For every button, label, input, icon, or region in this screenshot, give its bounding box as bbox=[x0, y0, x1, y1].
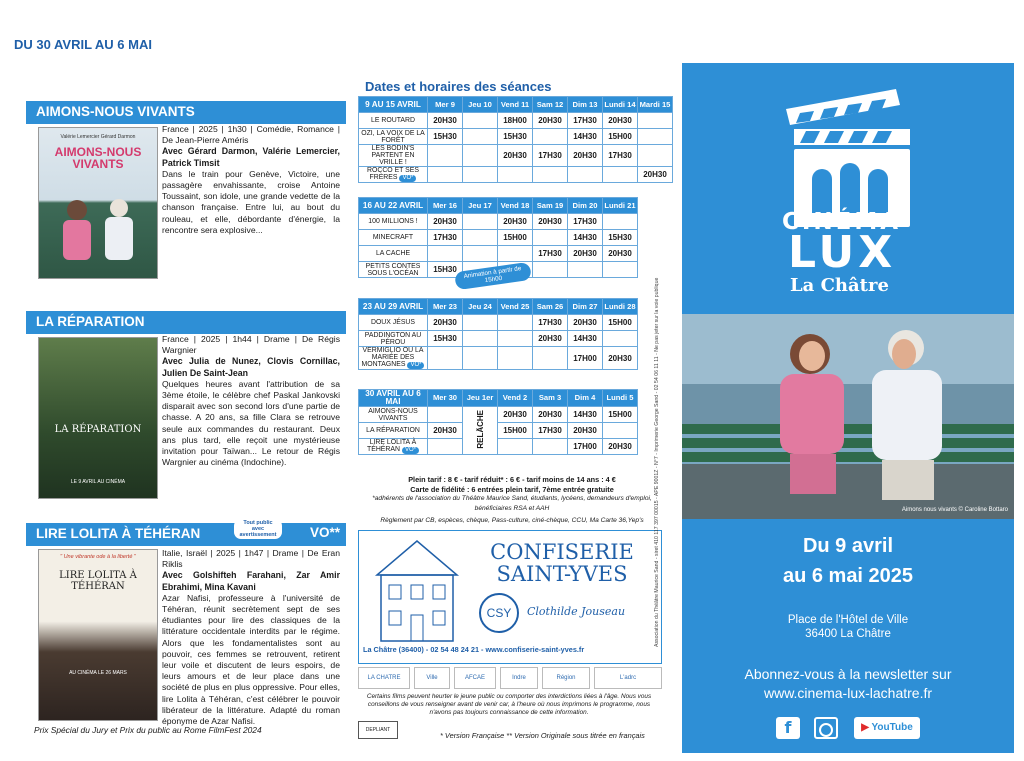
showtime-cell: 14H30 bbox=[568, 331, 603, 347]
day-header: Vend 18 bbox=[498, 198, 533, 214]
payment-line: Règlement par CB, espèces, chèque, Pass-culture, ciné-chèque, CCU, Ma Carte 36,Yep's bbox=[380, 517, 644, 524]
poster-quote: " Une vibrante ode à la liberté " bbox=[60, 554, 136, 560]
showtime-cell bbox=[533, 262, 568, 278]
showtime-cell: 17H30 bbox=[533, 315, 568, 331]
film-still-photo bbox=[682, 314, 1014, 519]
ad-name-line1: CONFISERIE bbox=[490, 540, 634, 564]
showtime-cell bbox=[463, 246, 498, 262]
showtime-cell bbox=[428, 407, 463, 423]
showtime-cell: 20H30 bbox=[533, 214, 568, 230]
film-name: LES BODIN'S PARTENT EN VRILLE ! bbox=[371, 145, 415, 166]
website-link[interactable]: www.cinema-lux-lachatre.fr bbox=[763, 685, 933, 701]
showtime-cell: 20H30 bbox=[603, 113, 638, 129]
version-label: VO** bbox=[309, 525, 340, 540]
film-still-illustration bbox=[682, 314, 1014, 519]
showtime-cell bbox=[638, 145, 673, 167]
poster-names: Valérie Lemercier Gérard Darmon bbox=[60, 134, 136, 140]
film-title: LIRE LOLITA À TÉHÉRAN bbox=[36, 526, 201, 541]
poster-date: AU CINÉMA LE 26 MARS bbox=[69, 670, 127, 676]
newsletter-promo bbox=[682, 665, 1014, 703]
animation-badge: Animation à partir de 15h00 bbox=[454, 262, 532, 290]
film-title: AIMONS-NOUS VIVANTS bbox=[36, 104, 195, 119]
showtime-cell bbox=[463, 331, 498, 347]
logo-region: Région bbox=[542, 667, 590, 689]
schedule-row bbox=[359, 246, 638, 262]
showtime-cell: 15H00 bbox=[498, 230, 533, 246]
film-name-cell bbox=[359, 214, 428, 230]
showtime-cell: 20H30 bbox=[533, 331, 568, 347]
film-title-bar bbox=[26, 311, 346, 334]
film-name: AIMONS-NOUS VIVANTS bbox=[368, 407, 418, 422]
week-label: 9 AU 15 AVRIL bbox=[359, 97, 428, 113]
day-header: Mer 16 bbox=[428, 198, 463, 214]
schedule-row bbox=[359, 439, 638, 455]
showtime-cell bbox=[603, 214, 638, 230]
showtime-cell bbox=[428, 145, 463, 167]
showtime-cell bbox=[428, 347, 463, 370]
day-header: Vend 11 bbox=[498, 97, 533, 113]
showtime-cell: 20H30 bbox=[533, 407, 568, 423]
showtime-cell: 14H30 bbox=[568, 407, 603, 423]
film-name: VERMIGLIO OU LA MARIÉE DES MONTAGNES bbox=[361, 347, 424, 368]
day-header: Mer 30 bbox=[428, 390, 463, 407]
film-name-cell bbox=[359, 246, 428, 262]
schedule-row bbox=[359, 230, 638, 246]
showtime-cell bbox=[498, 315, 533, 331]
film-award: Prix Spécial du Jury et Prix du public au Rome FilmFest 2024 bbox=[34, 725, 262, 735]
showtime-cell bbox=[463, 214, 498, 230]
showtime-cell bbox=[428, 439, 463, 455]
loyalty-line: Carte de fidélité : 6 entrées plein tarif, 7ème entrée gratuite bbox=[410, 484, 614, 494]
dates-line1: Du 9 avril bbox=[802, 535, 894, 557]
ad-name-line2: SAINT-YVES bbox=[496, 562, 628, 586]
schedule-row bbox=[359, 331, 638, 347]
film-title-bar bbox=[26, 520, 346, 546]
film-name-cell bbox=[359, 113, 428, 129]
showtime-cell: 20H30 bbox=[603, 439, 638, 455]
showtime-cell: 20H30 bbox=[603, 347, 638, 370]
film-name: LA RÉPARATION bbox=[366, 427, 420, 434]
day-header: Jeu 10 bbox=[463, 97, 498, 113]
period-heading: DU 30 AVRIL AU 6 MAI bbox=[14, 37, 152, 52]
film-name: ROCCO ET SES FRÈRES bbox=[367, 167, 419, 181]
cinema-panel bbox=[682, 63, 1014, 753]
day-header: Lundi 5 bbox=[603, 390, 638, 407]
age-notice: Certains films peuvent heurter le jeune public ou comporter des interdictions liées à l'âge. Nous vous conseillons de vous renseigner avant de venir car, à l'heure où nous imprimons le programme, nous n'avons pas toujours connaissance de cette information. bbox=[366, 693, 652, 716]
house-illustration bbox=[367, 535, 465, 647]
week-label: 16 AU 22 AVRIL bbox=[359, 198, 428, 214]
film-name: PETITS CONTES SOUS L'OCÉAN bbox=[365, 262, 421, 277]
youtube-label: YouTube bbox=[871, 722, 913, 733]
showtime-cell: 17H30 bbox=[568, 113, 603, 129]
showtime-cell: 17H30 bbox=[568, 214, 603, 230]
showtime-cell bbox=[428, 167, 463, 183]
schedule-row bbox=[359, 145, 673, 167]
showtime-cell: 17H30 bbox=[533, 145, 568, 167]
showtime-cell bbox=[638, 113, 673, 129]
price-line: Plein tarif : 8 € - tarif réduit* : 6 € - tarif moins de 14 ans : 4 € bbox=[408, 475, 616, 484]
film-name: LIRE LOLITA À TÉHÉRAN bbox=[367, 439, 417, 453]
poster-title: AIMONS-NOUS VIVANTS bbox=[54, 145, 142, 171]
film-name-cell bbox=[359, 262, 428, 278]
youtube-icon[interactable]: ▶ YouTube bbox=[854, 717, 920, 739]
closed-label: RELÂCHE bbox=[475, 410, 485, 449]
cinema-label: CINÉMA bbox=[782, 209, 902, 235]
showtime-cell bbox=[603, 423, 638, 439]
film-meta: France | 2025 | 1h30 | Comédie, Romance | De Jean-Pierre Améris bbox=[162, 124, 340, 146]
partner-logos bbox=[358, 667, 660, 689]
showtime-cell: 20H30 bbox=[568, 315, 603, 331]
day-header: Lundi 28 bbox=[603, 299, 638, 315]
showtime-cell bbox=[498, 246, 533, 262]
film-name-cell bbox=[359, 315, 428, 331]
poster-date: LE 9 AVRIL AU CINÉMA bbox=[70, 479, 126, 485]
showtime-cell bbox=[533, 230, 568, 246]
film-name: LA CACHE bbox=[375, 250, 411, 257]
vo-badge: VO* bbox=[402, 447, 419, 454]
csy-monogram: CSY bbox=[479, 593, 519, 633]
showtime-cell: 17H30 bbox=[533, 246, 568, 262]
showtime-cell: 20H30 bbox=[568, 145, 603, 167]
recycle-icon: DEPLIANT bbox=[358, 721, 398, 739]
film-name-cell bbox=[359, 230, 428, 246]
schedule-table-week-4 bbox=[358, 389, 638, 455]
showtime-cell: 20H30 bbox=[638, 167, 673, 183]
day-header: Sam 26 bbox=[533, 299, 568, 315]
address-line2: 36400 La Châtre bbox=[805, 628, 891, 640]
film-title: LA RÉPARATION bbox=[36, 314, 145, 329]
showtime-cell bbox=[463, 145, 498, 167]
schedule-row bbox=[359, 129, 673, 145]
day-header: Vend 2 bbox=[498, 390, 533, 407]
showtime-cell: 15H00 bbox=[603, 407, 638, 423]
week-label: 30 AVRIL AU 6 MAI bbox=[359, 390, 428, 407]
reduced-note: *adhérents de l'association du Théâtre Maurice Sand, étudiants, lycéens, demandeurs d'emploi, bénéficiaires RSA et AAH bbox=[372, 495, 652, 512]
showtime-cell bbox=[463, 113, 498, 129]
showtime-cell: 14H30 bbox=[568, 230, 603, 246]
film-name-cell bbox=[359, 331, 428, 347]
facebook-icon[interactable]: f bbox=[776, 717, 800, 739]
film-description bbox=[162, 334, 340, 468]
dates-line2: au 6 mai 2025 bbox=[782, 565, 914, 587]
film-name: MINECRAFT bbox=[372, 234, 414, 241]
showtime-cell bbox=[568, 262, 603, 278]
schedule-row bbox=[359, 315, 638, 331]
week-label: 23 AU 29 AVRIL bbox=[359, 299, 428, 315]
version-note: * Version Française ** Version Originale sous titrée en français bbox=[440, 731, 645, 740]
film-meta: France | 2025 | 1h44 | Drame | De Régis Wargnier bbox=[162, 334, 340, 356]
schedule-row bbox=[359, 167, 673, 183]
showtime-cell bbox=[463, 315, 498, 331]
film-name: LE ROUTARD bbox=[371, 117, 415, 124]
showtime-cell: 20H30 bbox=[428, 113, 463, 129]
showtime-cell: 20H30 bbox=[428, 315, 463, 331]
schedule-title: Dates et horaires des séances bbox=[365, 79, 552, 94]
film-name-cell bbox=[359, 407, 428, 423]
showtime-cell: 20H30 bbox=[568, 423, 603, 439]
schedule-row bbox=[359, 347, 638, 370]
price-info bbox=[372, 475, 652, 526]
day-header: Dim 20 bbox=[568, 198, 603, 214]
showtime-cell bbox=[463, 407, 498, 455]
showtime-cell bbox=[603, 167, 638, 183]
showtime-cell: 20H30 bbox=[428, 423, 463, 439]
poster-title: LA RÉPARATION bbox=[54, 424, 142, 435]
showtime-cell bbox=[568, 167, 603, 183]
showtime-cell: 15H30 bbox=[428, 331, 463, 347]
day-header: Mer 9 bbox=[428, 97, 463, 113]
showtime-cell: 17H30 bbox=[533, 423, 568, 439]
cinema-name: LUX bbox=[788, 227, 897, 278]
showtime-cell bbox=[603, 331, 638, 347]
day-header: Sam 12 bbox=[533, 97, 568, 113]
film-description bbox=[162, 124, 340, 236]
schedule-row bbox=[359, 423, 638, 439]
showtime-cell bbox=[498, 331, 533, 347]
showtime-cell: 20H30 bbox=[568, 246, 603, 262]
film-name-cell bbox=[359, 423, 428, 439]
showtime-cell: 17H30 bbox=[603, 145, 638, 167]
film-name: PADDINGTON AU PÉROU bbox=[364, 331, 422, 346]
audience-badge: Tout public avec avertissement bbox=[234, 519, 282, 539]
film-name: DOUX JÉSUS bbox=[370, 319, 416, 326]
day-header: Lundi 21 bbox=[603, 198, 638, 214]
day-header: Dim 4 bbox=[568, 390, 603, 407]
poster-aimons-nous-vivants bbox=[38, 127, 158, 279]
logo-adrc: L'adrc bbox=[594, 667, 662, 689]
ad-contact: La Châtre (36400) - 02 54 48 24 21 - www.confiserie-saint-yves.fr bbox=[363, 645, 585, 654]
poster-title: LIRE LOLITA À TÉHÉRAN bbox=[59, 570, 137, 592]
schedule-row bbox=[359, 214, 638, 230]
showtime-cell bbox=[533, 347, 568, 370]
day-header: Sam 19 bbox=[533, 198, 568, 214]
schedule-table-week-3 bbox=[358, 298, 638, 370]
showtime-cell bbox=[498, 167, 533, 183]
film-meta: Italie, Israël | 2025 | 1h47 | Drame | De Eran Riklis bbox=[162, 548, 340, 570]
day-header: Vend 25 bbox=[498, 299, 533, 315]
film-synopsis: Quelques heures avant l'attribution de sa 3ème étoile, le célèbre chef Paskal Jankovski disparait avec son second lors d'une partie de chasse. A 20 ans, sa fille Clara se retrouve seule aux commandes du restaurant. Deux ans plus tard, elle reçoit une mystérieuse invitation pour Taïwan... Le retour de Régis Wargnier au cinéma (Indochine). bbox=[162, 378, 340, 468]
showtime-cell: 18H00 bbox=[498, 113, 533, 129]
day-header: Dim 13 bbox=[568, 97, 603, 113]
poster-la-reparation bbox=[38, 337, 158, 499]
showtime-cell bbox=[638, 129, 673, 145]
showtime-cell: 20H30 bbox=[428, 214, 463, 230]
film-title-bar bbox=[26, 101, 346, 124]
day-header: Mer 23 bbox=[428, 299, 463, 315]
film-name: OZI, LA VOIX DE LA FORÊT bbox=[361, 129, 425, 144]
showtime-cell: 17H00 bbox=[568, 347, 603, 370]
schedule-table-week-1 bbox=[358, 96, 673, 183]
showtime-cell bbox=[533, 167, 568, 183]
showtime-cell: 20H30 bbox=[533, 113, 568, 129]
showtime-cell: 15H00 bbox=[498, 423, 533, 439]
showtime-cell: 20H30 bbox=[603, 246, 638, 262]
confiserie-advert bbox=[358, 530, 662, 664]
poster-lire-lolita bbox=[38, 549, 158, 721]
showtime-cell: 15H30 bbox=[428, 262, 463, 278]
showtime-cell: 20H30 bbox=[498, 214, 533, 230]
legal-smallprint: Association du Théâtre Maurice Sand - siret 410 117 397 00015 - APE 9001Z - N°7 - Imprimerie George Sand - 02 54 06 11 11 - Ne pas jeter sur la voie publique bbox=[654, 277, 660, 647]
showtime-cell bbox=[463, 129, 498, 145]
showtime-cell: 17H30 bbox=[428, 230, 463, 246]
showtime-cell bbox=[428, 246, 463, 262]
cinema-address bbox=[682, 613, 1014, 641]
day-header: Jeu 17 bbox=[463, 198, 498, 214]
showtime-cell: 14H30 bbox=[568, 129, 603, 145]
social-links bbox=[776, 717, 956, 741]
poster-figures bbox=[39, 188, 157, 278]
day-header: Mardi 15 bbox=[638, 97, 673, 113]
film-name-cell bbox=[359, 145, 428, 167]
showtime-cell: 17H00 bbox=[568, 439, 603, 455]
newsletter-text: Abonnez-vous à la newsletter sur bbox=[744, 666, 952, 682]
cinema-town: La Châtre bbox=[790, 275, 889, 296]
day-header: Lundi 14 bbox=[603, 97, 638, 113]
photo-caption: Aimons nous vivants © Caroline Bottaro bbox=[901, 507, 1008, 513]
showtime-cell bbox=[463, 167, 498, 183]
film-cast: Avec Golshifteh Farahani, Zar Amir Ebrahimi, Mina Kavani bbox=[162, 570, 340, 592]
schedule-row bbox=[359, 407, 638, 423]
film-name-cell bbox=[359, 439, 428, 455]
showtime-cell bbox=[533, 439, 568, 455]
day-header: Dim 27 bbox=[568, 299, 603, 315]
film-synopsis: Azar Nafisi, professeure à l'université de Téhéran, réunit secrètement sept de ses étudiantes pour lire des classiques de la littérature occidentale interdits par le régime. Alors que les fondamentalistes sont au pouvoir, ces femmes se retrouvent, retirent leur voile et discutent de leurs espoirs, de leurs amours et de leur place dans une société de plus en plus oppressive. Pour elles, lire Lolita à Téhéran, c'est célébrer le pouvoir libérateur de la littérature. Adapté du roman éponyme de Azar Nafisi. bbox=[162, 592, 340, 727]
film-description bbox=[162, 548, 340, 727]
showtime-cell: 20H30 bbox=[498, 145, 533, 167]
showtime-cell: 15H30 bbox=[603, 230, 638, 246]
showtime-cell bbox=[498, 347, 533, 370]
film-cast: Avec Julia de Nunez, Clovis Cornillac, Julien De Saint-Jean bbox=[162, 356, 340, 378]
showtime-cell bbox=[463, 347, 498, 370]
showtime-cell bbox=[603, 262, 638, 278]
program-dates bbox=[682, 531, 1014, 591]
showtime-cell bbox=[498, 439, 533, 455]
address-line1: Place de l'Hôtel de Ville bbox=[787, 614, 909, 626]
showtime-cell: 20H30 bbox=[498, 407, 533, 423]
film-name-cell bbox=[359, 129, 428, 145]
film-name-cell bbox=[359, 167, 428, 183]
logo-ville: Ville bbox=[414, 667, 450, 689]
logo-lachatre: LA CHATRE bbox=[358, 667, 410, 689]
ad-signature: Clothilde Jouseau bbox=[527, 605, 626, 618]
day-header: Jeu 1er bbox=[463, 390, 498, 407]
showtime-cell bbox=[463, 230, 498, 246]
film-name: 100 MILLIONS ! bbox=[368, 218, 418, 225]
showtime-cell: 15H30 bbox=[498, 129, 533, 145]
day-header: Sam 3 bbox=[533, 390, 568, 407]
film-cast: Avec Gérard Darmon, Valérie Lemercier, Patrick Timsit bbox=[162, 146, 340, 168]
logo-afcae: AFCAE bbox=[454, 667, 496, 689]
film-synopsis: Dans le train pour Genève, Victoire, une passagère envahissante, croise Antoine Toussaint, son idole, une grande vedette de la chanson française. Entre lui, au bout du rouleau, et elle, débordante d'énergie, la rencontre sera explosive... bbox=[162, 168, 340, 235]
showtime-cell: 15H00 bbox=[603, 129, 638, 145]
day-header: Jeu 24 bbox=[463, 299, 498, 315]
showtime-cell bbox=[533, 129, 568, 145]
showtime-cell: 15H00 bbox=[603, 315, 638, 331]
logo-indre: Indre bbox=[500, 667, 538, 689]
instagram-icon[interactable] bbox=[814, 717, 838, 739]
film-name-cell bbox=[359, 347, 428, 370]
vo-badge: VO* bbox=[399, 175, 416, 182]
schedule-row bbox=[359, 113, 673, 129]
showtime-cell: 15H30 bbox=[428, 129, 463, 145]
vo-badge: VO* bbox=[407, 362, 424, 369]
